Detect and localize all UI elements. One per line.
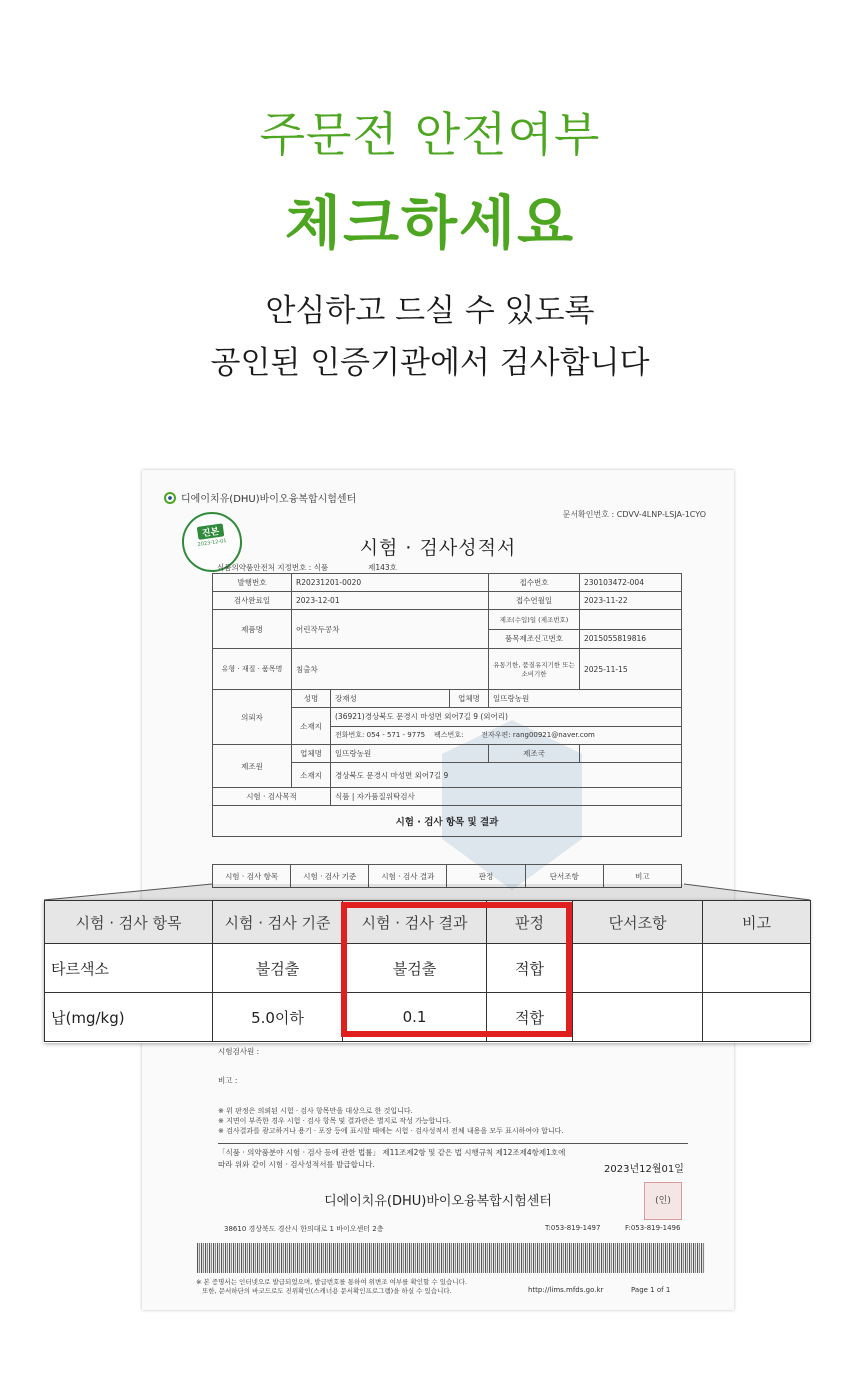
footer-org: 디에이치유(DHU)바이오융복합시험센터 (324, 1194, 552, 1209)
official-seal: (인) (644, 1182, 682, 1220)
name-label: 성명 (292, 690, 331, 708)
product-label: 제품명 (213, 610, 292, 649)
row-result: 불검출 (343, 944, 487, 993)
header-note: 비고 (703, 901, 811, 944)
designation-label: 식품의약품안전처 지정번호 : 식품 (217, 563, 329, 572)
footer-address: 38610 경상북도 경산시 한의대로 1 바이오센터 2층 (224, 1225, 384, 1233)
receipt-no-label: 접수번호 (489, 574, 580, 592)
name-value: 장재성 (331, 690, 450, 708)
footer-fax: F:053-819-1496 (625, 1224, 681, 1232)
client-address-value: (36921)경상북도 문경시 마성면 외어7길 9 (외어리) (331, 708, 682, 727)
designation-number: 제143호 (368, 563, 397, 572)
receipt-no-value: 230103472-004 (580, 574, 682, 592)
footer-tel: T:053-819-1497 (545, 1224, 601, 1232)
issue-date: 2023년12월01일 (604, 1164, 684, 1175)
expiry-value: 2025-11-15 (580, 649, 682, 690)
purpose-label: 시험 · 검사목적 (213, 788, 331, 806)
company-label: 업체명 (450, 690, 489, 708)
notes (218, 1106, 564, 1136)
note-1: ※ 위 판정은 의뢰된 시험 · 검사 항목만을 대상으로 한 것입니다. (218, 1107, 413, 1115)
header-verdict: 판정 (487, 901, 573, 944)
small-header-standard: 시험 · 검사 기준 (291, 865, 369, 888)
report-info-table (212, 573, 682, 837)
subtitle-line1: 안심하고 드실 수 있도록 (265, 293, 595, 329)
header-item: 시험 · 검사 항목 (45, 901, 213, 944)
maker-address-label: 소재지 (292, 763, 331, 788)
header-proviso: 단서조항 (573, 901, 703, 944)
bottom-note-1: ※ 본 증명서는 인터넷으로 발급되었으며, 발급번호를 통하여 위변조 여부를 확인할 수 있습니다. (196, 1278, 467, 1286)
row-item: 타르색소 (45, 944, 213, 993)
purpose-value: 식품 | 자가품질위탁검사 (331, 788, 682, 806)
note-2: ※ 지면이 부족한 경우 시험 · 검사 항목 및 결과란은 별지로 작성 가능합니다. (218, 1117, 452, 1125)
results-title: 시험 · 검사 항목 및 결과 (213, 806, 682, 837)
designation (217, 562, 397, 573)
completed-value: 2023-12-01 (292, 592, 489, 610)
header-result: 시험 · 검사 결과 (343, 901, 487, 944)
small-header-item: 시험 · 검사 항목 (213, 865, 291, 888)
client-phone: 전화번호: 054 - 571 - 9775 (335, 731, 426, 740)
mfg-date-label: 제조(수입)일 (제조번호) (489, 610, 580, 630)
expiry-label: 유통기한, 품질유지기한 또는 소비기한 (489, 649, 580, 690)
type-value: 침출차 (292, 649, 489, 690)
country-value (580, 745, 682, 763)
row-proviso (573, 944, 703, 993)
company-value: 일뜨랑농원 (489, 690, 682, 708)
note-3: ※ 검사결과를 광고하거나 용기 · 포장 등에 표시할 때에는 시험 · 검사성적서 전체 내용을 모두 표시하여야 합니다. (218, 1127, 564, 1135)
maker-company-value: 일뜨랑농원 (331, 745, 489, 763)
inspector: 시험검사원 : (218, 1047, 260, 1056)
row-verdict: 적합 (487, 993, 573, 1042)
document-title: 시험 · 검사성적서 (359, 537, 517, 559)
row-verdict: 적합 (487, 944, 573, 993)
completed-label: 검사완료일 (213, 592, 292, 610)
type-label: 유형 · 재질 · 품목명 (213, 649, 292, 690)
small-header-note: 비고 (603, 865, 681, 888)
row-item: 납(mg/kg) (45, 993, 213, 1042)
received-value: 2023-11-22 (580, 592, 682, 610)
remarks: 비고 : (218, 1076, 238, 1085)
product-value: 어린작두콩차 (292, 610, 489, 649)
small-header-proviso: 단서조항 (525, 865, 603, 888)
org-header (164, 490, 356, 505)
stamp-date: 2023-12-01 (197, 537, 227, 548)
org-header-text: 디에이치유(DHU)바이오융복합시험센터 (181, 494, 357, 505)
issue-no-value: R20231201-0020 (292, 574, 489, 592)
row-result: 0.1 (343, 993, 487, 1042)
small-header-verdict: 판정 (447, 865, 525, 888)
document-confirm-number: 문서확인번호 : CDVV-4LNP-LSJA-1CYO (562, 510, 706, 519)
legal-line-2: 따라 위와 같이 시험 · 검사성적서를 발급합니다. (218, 1160, 375, 1169)
subtitle-line2: 공인된 인증기관에서 검사합니다 (210, 345, 650, 381)
country-label: 제조국 (489, 745, 580, 763)
mfg-date-value (580, 610, 682, 630)
magnified-results (44, 900, 810, 1043)
legal-line-1: 「식품 · 의약품분야 시험 · 검사 등에 관한 법률」 제11조제2항 및 같은 법 시행규칙 제12조제4항제1호에 (218, 1148, 566, 1157)
client-fax: 팩스번호: (434, 731, 464, 740)
bottom-url: http://lims.mfds.go.kr (528, 1286, 604, 1294)
client-email: 전자우편: rang00921@naver.com (481, 731, 595, 740)
client-contact (331, 726, 682, 745)
client-address-label: 소재지 (292, 708, 331, 745)
small-header-result: 시험 · 검사 결과 (369, 865, 447, 888)
client-label: 의뢰자 (213, 690, 292, 745)
row-proviso (573, 993, 703, 1042)
results-header-small (212, 864, 682, 888)
report-no-label: 품목제조신고번호 (489, 629, 580, 649)
issue-no-label: 발행번호 (213, 574, 292, 592)
header-standard: 시험 · 검사 기준 (213, 901, 343, 944)
headline-line1: 주문전 안전여부 (259, 108, 601, 163)
org-logo-icon (164, 492, 176, 504)
received-label: 접수연월일 (489, 592, 580, 610)
row-standard: 불검출 (213, 944, 343, 993)
result-highlight-box (341, 902, 572, 1037)
stamp-main-text: 진본 (197, 523, 225, 539)
row-note (703, 993, 811, 1042)
maker-address-value: 경상북도 문경시 마성면 외어7길 9 (331, 763, 682, 788)
report-no-value: 2015055819816 (580, 629, 682, 649)
verification-barcode (197, 1243, 705, 1273)
page-number: Page 1 of 1 (631, 1286, 671, 1294)
test-report-document (142, 470, 734, 1310)
maker-company-label: 업체명 (292, 745, 331, 763)
bottom-note-2: 또한, 문서하단의 바코드로도 진위확인(스캐너용 문서확인프로그램)을 하실 수 있습니다. (202, 1287, 452, 1295)
row-note (703, 944, 811, 993)
headline-line2: 체크하세요 (284, 189, 576, 257)
maker-label: 제조원 (213, 745, 292, 788)
row-standard: 5.0이하 (213, 993, 343, 1042)
